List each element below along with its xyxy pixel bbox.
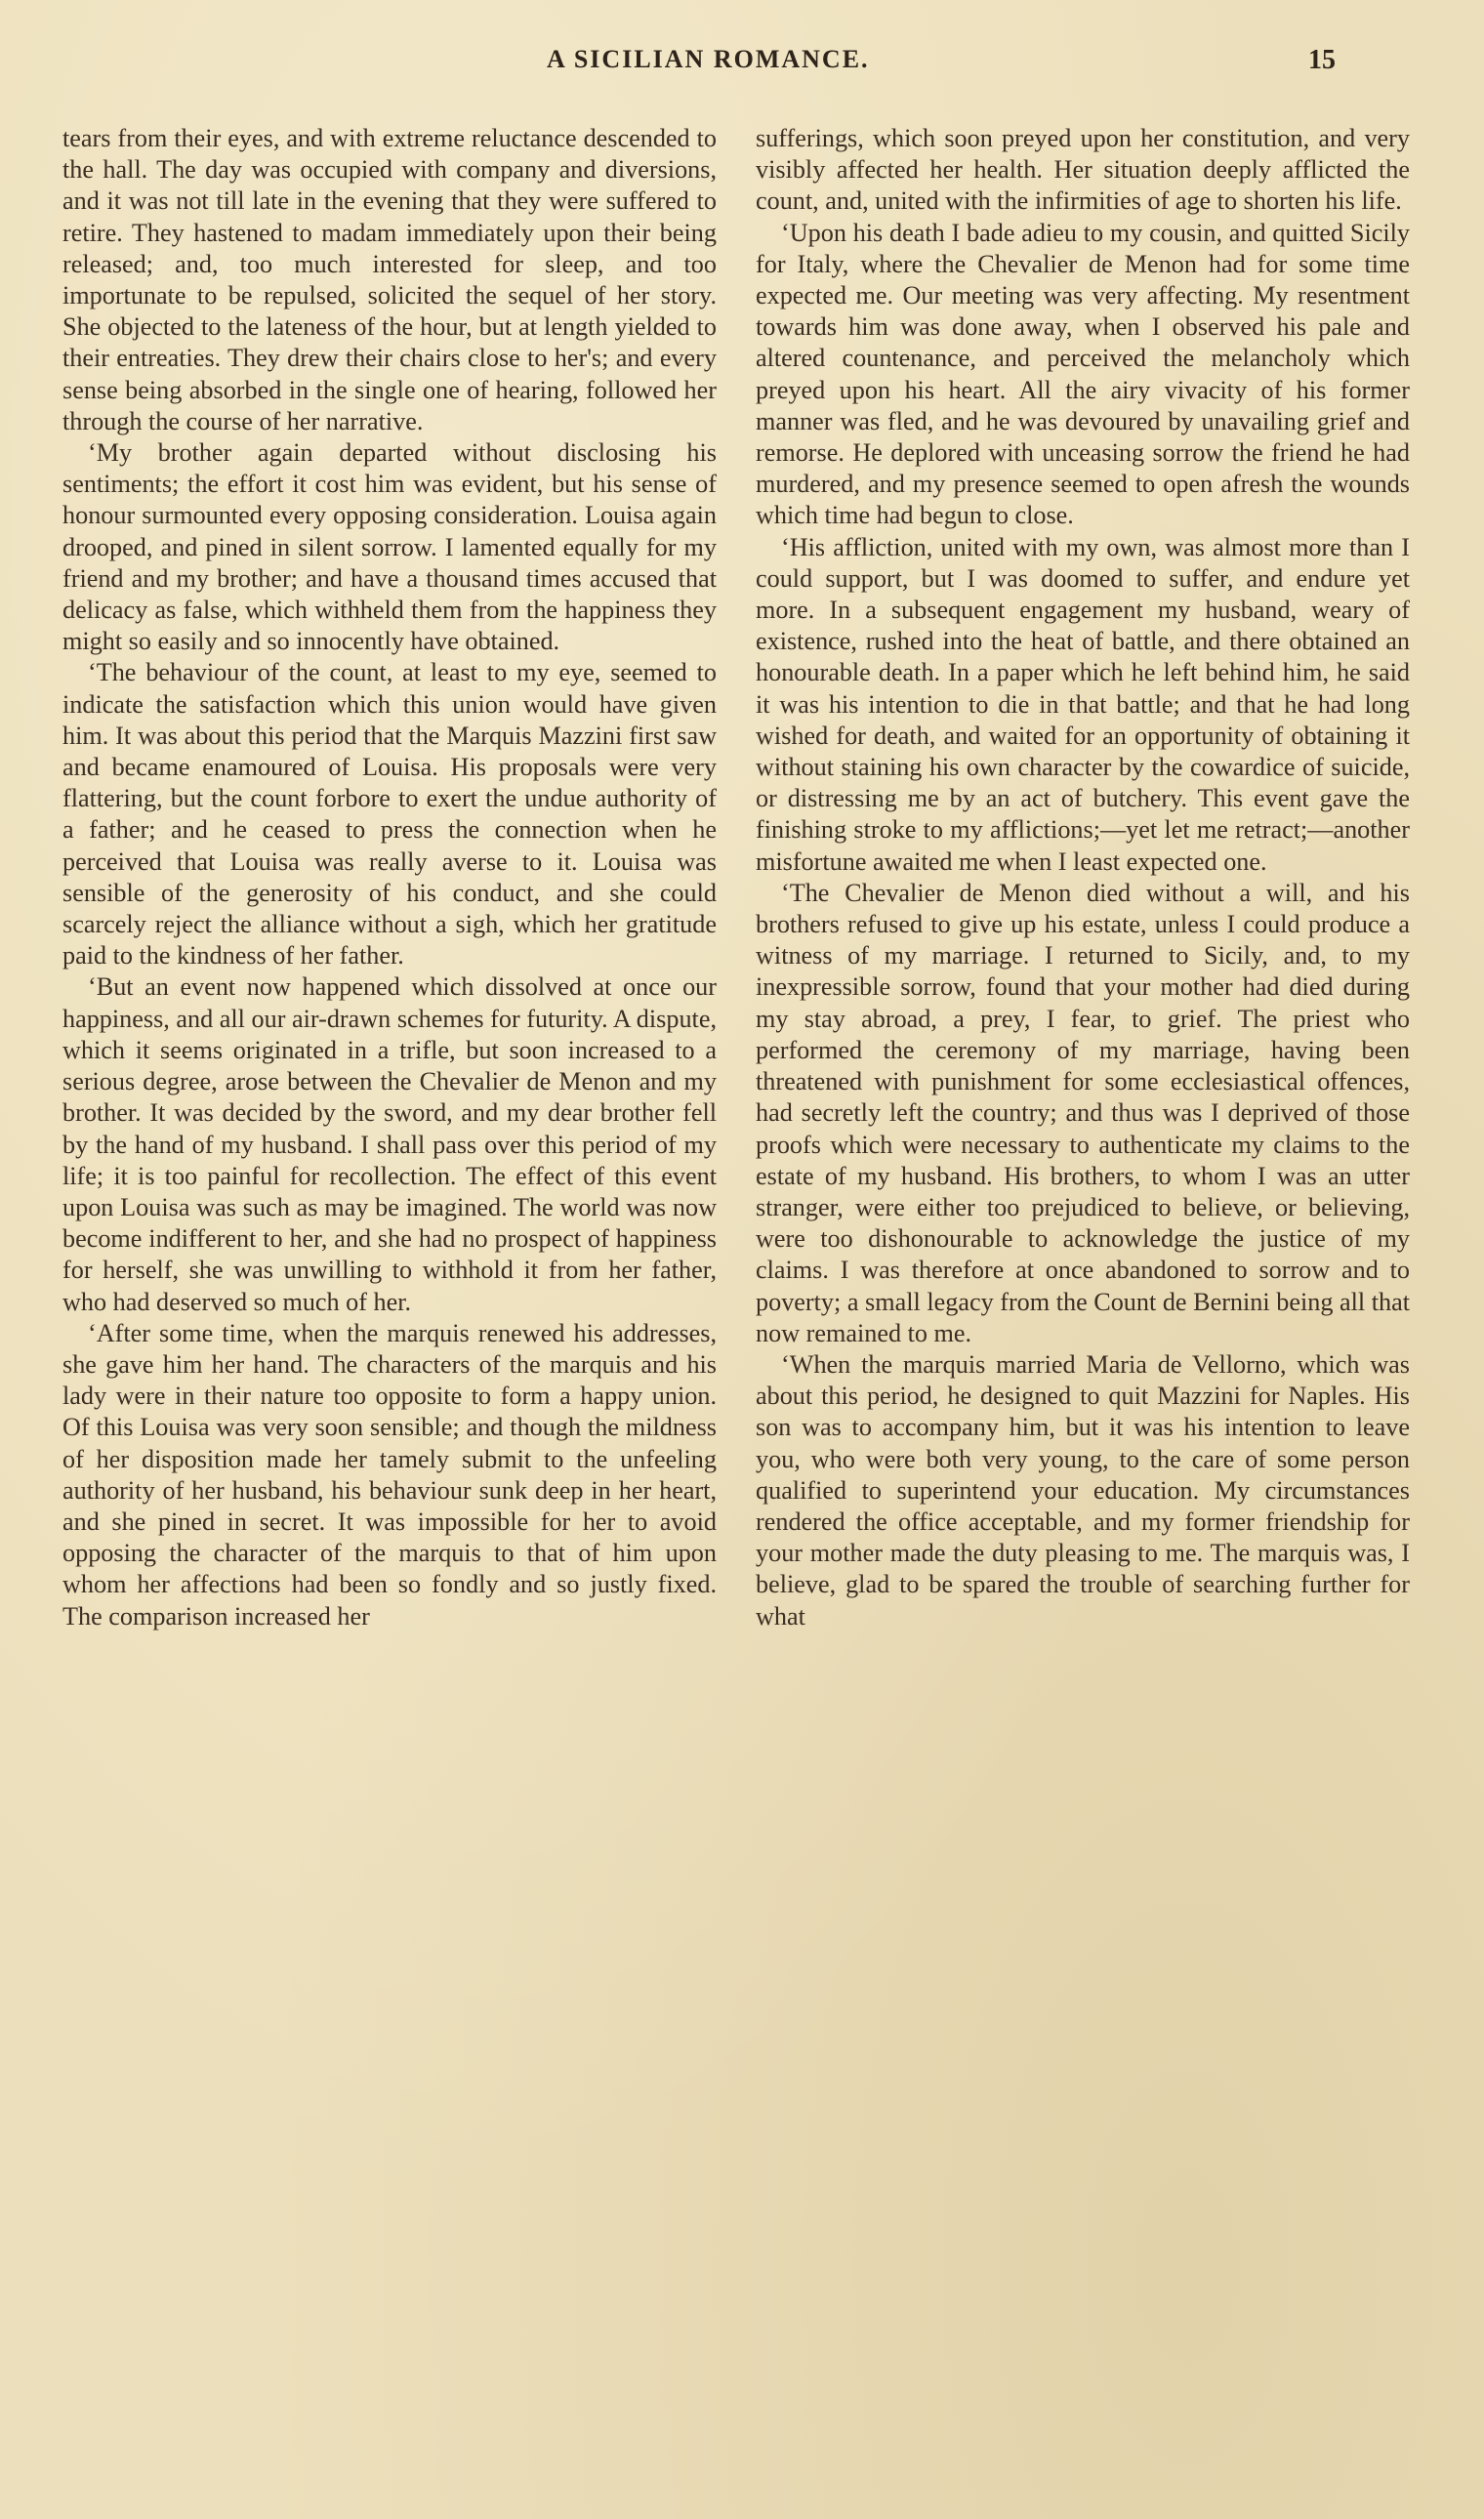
paragraph: ‘But an event now happened which dissolved at once our happiness, and all our air-drawn schemes for futurity. A dispute, which it seems originated in a trifle, but soon increased to a serious degree, arose between the Chevalier de Menon and my brother. It was decided by the sword, and my dear brother fell by the hand of my husband. I shall pass over this period of my life; it is too painful for recollection. The effect of this event upon Louisa was such as may be imagined. The world was now become indifferent to her, and she had no prospect of happiness for herself, she was unwilling to withhold it from her father, who had deserved so much of her. [62,972,717,1316]
paragraph: ‘Upon his death I bade adieu to my cousin, and quitted Sicily for Italy, where the Chevalier de Menon had for some time expected me. Our meeting was very affecting. My resentment towards him was done away, when I observed his pale and altered countenance, and perceived the melancholy which preyed upon his heart. All the airy vivacity of his former manner was fled, and he was devoured by unavailing grief and remorse. He deplored with unceasing sorrow the friend he had murdered, and my presence seemed to open afresh the wounds which time had begun to close. [756,218,1410,530]
running-title: A SICILIAN ROMANCE. [547,45,870,73]
paragraph: tears from their eyes, and with extreme reluctance descended to the hall. The day was occupied with company and diversions, and it was not till late in the evening that they were suffered to retire. They hastened to madam immediately upon their being released; and, too much interested for sleep, and too importunate to be repulsed, solicited the sequel of her story. She objected to the lateness of the hour, but at length yielded to their entreaties. They drew their chairs close to her's; and every sense being absorbed in the single one of hearing, followed her through the course of her narrative. [62,124,717,435]
paragraph: ‘The Chevalier de Menon died without a will, and his brothers refused to give up his estate, unless I could produce a witness of my marriage. I returned to Sicily, and, to my inexpressible sorrow, found that your mother had died during my stay abroad, a prey, I fear, to grief. The priest who performed the ceremony of my marriage, having been threatened with punishment for some ecclesiastical offences, had secretly left the country; and thus was I deprived of those proofs which were necessary to authenticate my claims to the estate of my husband. His brothers, to whom I was an utter stranger, were either too prejudiced to believe, or believing, were too dishonourable to acknowledge the justice of my claims. I was therefore at once abandoned to sorrow and to poverty; a small legacy from the Count de Bernini being all that now remained to me. [756,878,1410,1347]
paragraph: sufferings, which soon preyed upon her constitution, and very visibly affected her health. Her situation deeply afflicted the count, and, united with the infirmities of age to shorten his life. [756,124,1410,216]
left-column [62,123,717,1632]
paragraph: ‘When the marquis married Maria de Vellorno, which was about this period, he designed to quit Mazzini for Naples. His son was to accompany him, but it was his intention to leave you, who were both very young, to the care of some person qualified to superintend your education. My circumstances rendered the office acceptable, and my former friendship for your mother made the duty pleasing to me. The marquis was, I believe, glad to be spared the trouble of searching further for what [756,1349,1410,1631]
running-header [0,45,1484,84]
right-column [756,123,1410,1632]
paragraph: ‘His affliction, united with my own, was almost more than I could support, but I was doomed to suffer, and endure yet more. In a subsequent engagement my husband, weary of existence, rushed into the heat of battle, and there obtained an honourable death. In a paper which he left behind him, he said it was his intention to die in that battle; and that he had long wished for death, and waited for an opportunity of obtaining it without staining his own character by the cowardice of suicide, or distressing me by an act of butchery. This event gave the finishing stroke to my afflictions;—yet let me retract;—another misfortune awaited me when I least expected one. [756,532,1410,876]
page-number: 15 [1308,45,1336,75]
paragraph: ‘After some time, when the marquis renewed his addresses, she gave him her hand. The characters of the marquis and his lady were in their nature too opposite to form a happy union. Of this Louisa was very soon sensible; and though the mildness of her disposition made her tamely submit to the unfeeling authority of her husband, his behaviour sunk deep in her heart, and she pined in secret. It was impossible for her to avoid opposing the character of the marquis to that of him upon whom her affections had been so fondly and so justly fixed. The comparison increased her [62,1318,717,1631]
paragraph: ‘The behaviour of the count, at least to my eye, seemed to indicate the satisfaction which this union would have given him. It was about this period that the Marquis Mazzini first saw and became enamoured of Louisa. His proposals were very flattering, but the count forbore to exert the undue authority of a father; and he ceased to press the connection when he perceived that Louisa was really averse to it. Louisa was sensible of the generosity of his conduct, and she could scarcely reject the alliance without a sigh, which her gratitude paid to the kindness of her father. [62,658,717,970]
paragraph: ‘My brother again departed without disclosing his sentiments; the effort it cost him was evident, but his sense of honour surmounted every opposing consideration. Louisa again drooped, and pined in silent sorrow. I lamented equally for my friend and my brother; and have a thousand times accused that delicacy as false, which withheld them from the happiness they might so easily and so innocently have obtained. [62,438,717,656]
